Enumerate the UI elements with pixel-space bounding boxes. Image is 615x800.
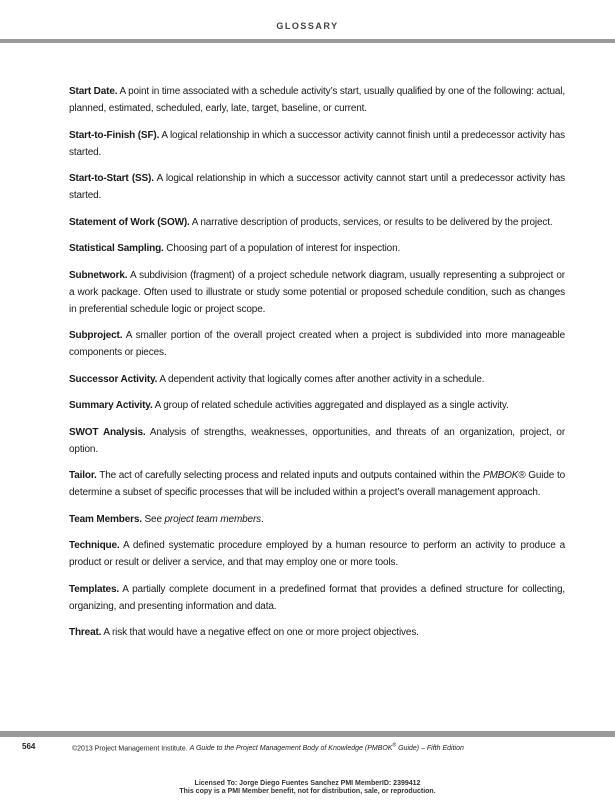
entry-definition: Analysis of strengths, weaknesses, opportunities, and threats of an organization, project, or option.	[69, 426, 565, 455]
entry-definition: A logical relationship in which a successor activity cannot finish until a predecessor activity has started.	[69, 129, 566, 158]
glossary-entry-subproject	[69, 327, 565, 361]
entry-definition: A point in time associated with a schedule activity’s start, usually qualified by one of the following: actual, planned, estimated, scheduled, early, late, target, baseline, or current.	[69, 86, 565, 114]
glossary-entry-statement-of-work	[69, 214, 565, 231]
entry-definition-continued: Guide to determine a subset of specific processes that will be included within a project’s overall management approach.	[69, 470, 565, 498]
glossary-entry-start-to-finish	[69, 127, 565, 161]
entry-cross-reference: project team members	[164, 513, 261, 525]
license-notice	[0, 780, 615, 796]
glossary-entry-statistical-sampling	[69, 240, 565, 257]
entry-definition: A dependent activity that logically comes after another activity in a schedule.	[157, 373, 485, 385]
entry-term: Summary Activity.	[69, 400, 153, 411]
glossary-entry-subnetwork	[69, 267, 565, 318]
footer-citation	[72, 743, 464, 752]
header-divider	[0, 39, 615, 43]
glossary-entry-tailor	[69, 467, 565, 501]
entry-term: Successor Activity.	[69, 373, 158, 385]
entry-definition: A group of related schedule activities aggregated and displayed as a single activity.	[152, 400, 509, 411]
glossary-entry-summary-activity	[69, 397, 565, 414]
glossary-entry-threat	[69, 624, 565, 641]
entry-term: Team Members.	[69, 513, 142, 525]
entry-term: Statement of Work (SOW).	[69, 216, 190, 228]
page-number: 564	[22, 742, 36, 751]
entry-definition-continued: .	[261, 513, 264, 525]
license-holder-line: Licensed To: Jorge Diego Fuentes Sanchez PMI MemberID: 2399412	[194, 780, 421, 787]
entry-definition-italic: PMBOK®	[482, 470, 526, 481]
glossary-entry-team-members	[69, 511, 565, 528]
entry-definition: The act of carefully selecting process and related inputs and outputs contained within the	[96, 470, 483, 481]
glossary-entry-start-date	[69, 83, 565, 117]
book-title-edition: Guide) – Fifth Edition	[396, 745, 464, 753]
entry-term: Threat.	[69, 627, 102, 638]
entry-term: Templates.	[69, 583, 119, 595]
glossary-entries	[69, 83, 565, 651]
glossary-entry-successor-activity	[69, 371, 565, 388]
glossary-entry-start-to-start	[69, 170, 565, 204]
entry-definition: See	[141, 513, 165, 525]
entry-definition: A smaller portion of the overall project created when a project is subdivided into more manageable components or pieces.	[69, 330, 565, 358]
running-header-title: GLOSSARY	[276, 21, 339, 31]
entry-definition: A narrative description of products, services, or results to be delivered by the project.	[189, 216, 553, 228]
entry-term: Tailor.	[69, 470, 97, 481]
registered-mark: ®	[392, 743, 397, 749]
entry-term: Start-to-Finish (SF).	[69, 129, 160, 141]
entry-term: Statistical Sampling.	[69, 243, 164, 254]
entry-term: Subproject.	[69, 330, 123, 341]
entry-definition: A risk that would have a negative effect on one or more project objectives.	[101, 627, 419, 638]
footer-divider	[0, 731, 615, 737]
glossary-entry-templates	[69, 581, 565, 615]
entry-definition: A logical relationship in which a successor activity cannot start until a predecessor activity has started.	[69, 173, 565, 201]
entry-term: Technique.	[69, 540, 120, 551]
license-restriction-line: This copy is a PMI Member benefit, not for distribution, sale, or reproduction.	[179, 788, 436, 795]
copyright-notice: ©2013 Project Management Institute.	[72, 745, 190, 753]
book-title	[190, 745, 464, 752]
entry-term: Subnetwork.	[69, 269, 128, 281]
entry-definition: A defined systematic procedure employed by a human resource to perform an activity to produce a product or result or deliver a service, and that may employ one or more tools.	[69, 540, 565, 568]
glossary-entry-swot-analysis	[69, 424, 565, 458]
book-title-main: A Guide to the Project Management Body of Knowledge (PMBOK	[189, 745, 393, 753]
glossary-entry-technique	[69, 537, 565, 571]
entry-term: SWOT Analysis.	[69, 426, 146, 438]
entry-definition: A subdivision (fragment) of a project schedule network diagram, usually representing a subproject or a work package. Often used to illustrate or study some potential or proposed schedule condition, such as changes in preferential schedule logic or project scope.	[69, 269, 565, 315]
entry-definition: Choosing part of a population of interest for inspection.	[163, 243, 401, 254]
entry-term: Start-to-Start (SS).	[69, 173, 154, 184]
entry-term: Start Date.	[69, 86, 118, 97]
entry-definition: A partially complete document in a predefined format that provides a defined structure for collecting, organizing, and presenting information and data.	[69, 583, 565, 612]
